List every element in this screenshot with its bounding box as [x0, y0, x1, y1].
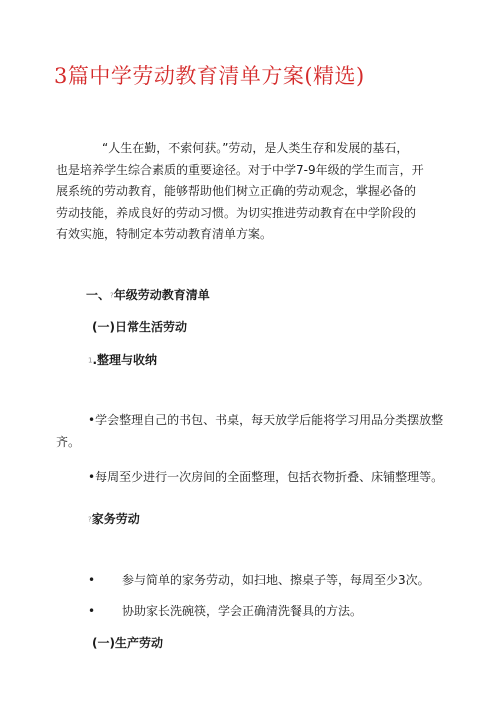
intro-line: “人生在勤，不索何获。”劳动，是人类生存和发展的基石， [102, 141, 409, 155]
intro-line: 展系统的劳动教育，能够帮助他们树立正确的劳动观念，掌握必备的 [56, 184, 417, 198]
item-heading-housework [88, 510, 140, 527]
item-heading-organizing [88, 351, 157, 368]
intro-paragraph [56, 138, 454, 246]
intro-line: 劳动技能，养成良好的劳动习惯。为切实推进劳动教育在中学阶段的 [56, 205, 417, 220]
bullet-item [88, 571, 430, 588]
document-title: 3篇中学劳动教育清单方案(精选) [54, 64, 365, 88]
intro-line: 也是培养学生综合素质的重要途径。对于中学7-9年级的学生而言，开 [56, 162, 424, 177]
bullet-paragraph: •每周至少进行一次房间的全面整理，包括衣物折叠、床铺整理等。 [88, 470, 444, 484]
section-grade-mark: ? [110, 291, 114, 300]
bullet-dot: • [88, 604, 96, 618]
bullet-text: 协助家长洗碗筷，学会正确清洗餐具的方法。 [122, 604, 363, 618]
section-number: 一、 [86, 288, 111, 302]
bullet-paragraph: •学会整理自己的书包、书桌，每天放学后能将学习用品分类摆放整齐。 [56, 413, 444, 449]
bullet-item [88, 602, 362, 619]
section-heading-text: 年级劳动教育清单 [113, 288, 210, 302]
bullet-dot: • [88, 573, 96, 587]
bullet-text: 参与简单的家务劳动，如扫地、擦桌子等，每周至少3次。 [122, 573, 430, 587]
item-heading-text: 家务劳动 [91, 512, 140, 526]
subsection-heading-production: (一)生产劳动 [92, 636, 163, 650]
section-heading-1 [86, 286, 210, 303]
item-heading-text: .整理与收纳 [92, 353, 158, 367]
subsection-heading-daily: (一)日常生活劳动 [92, 320, 187, 334]
intro-line: 有效实施，特制定本劳动教育清单方案。 [56, 227, 273, 241]
item-number-mark: 1 [88, 356, 93, 365]
item-number-mark: ? [88, 515, 92, 524]
